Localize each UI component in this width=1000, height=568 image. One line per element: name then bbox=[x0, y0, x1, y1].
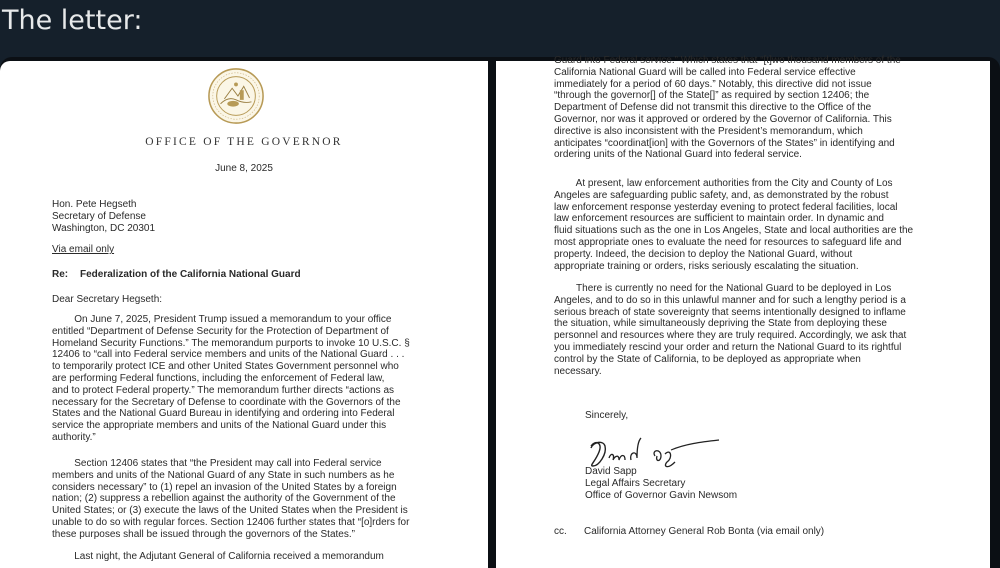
text-line: directive is also inconsistent with the President’s memorandum, which bbox=[554, 125, 863, 137]
text-line: most appropriate ones to evaluate the need for resources to safeguard life and bbox=[554, 236, 902, 248]
text-line: At present, law enforcement authorities from the City and County of Los bbox=[554, 178, 893, 189]
text-line: you immediately rescind your order and return the National Guard to its rightful bbox=[554, 341, 902, 353]
re-label: Re: bbox=[52, 269, 69, 280]
cc-line bbox=[554, 526, 824, 538]
text-line: On June 7, 2025, President Trump issued a memorandum to your office bbox=[52, 314, 392, 325]
text-line: control by the State of California, to be deployed as appropriate when bbox=[554, 353, 861, 365]
letter-page-2 bbox=[496, 55, 990, 568]
cc-recipient: California Attorney General Rob Bonta (via email only) bbox=[584, 526, 825, 537]
text-line: California National Guard will be called into Federal service effective bbox=[554, 66, 856, 78]
text-line: to temporarily protect ICE and other United States Government personnel who bbox=[52, 361, 399, 373]
text-line: unable to do so with regular forces. Section 12406 further states that “[o]rders for bbox=[52, 516, 410, 528]
text-line: 12406 to “call into Federal service members and units of the National Guard . . . bbox=[52, 349, 405, 361]
recipient-address bbox=[52, 199, 155, 234]
text-line: necessary. bbox=[554, 365, 602, 377]
post-text: The letter: bbox=[2, 5, 143, 36]
text-line: necessary for the Secretary of Defense to coordinate with the Governors of the bbox=[52, 396, 401, 408]
text-line: appropriate training or orders, risks seriously escalating the situation. bbox=[554, 260, 859, 272]
text-line: Homeland Security Functions.” The memorandum purports to invoke 10 U.S.C. § bbox=[52, 337, 410, 349]
paragraph-2 bbox=[52, 458, 424, 541]
image-attachment[interactable] bbox=[0, 57, 1000, 568]
text-line: Guard into Federal service.” Which states that “[t]wo thousand members of the bbox=[554, 55, 901, 66]
cc-label: cc. bbox=[554, 526, 567, 537]
text-line: and to protect Federal property.” The memorandum further directs “actions as bbox=[52, 384, 395, 396]
signer-name: David Sapp bbox=[585, 466, 637, 477]
text-line: “through the governor[] of the State[]” as required by section 12406; the bbox=[554, 90, 870, 102]
office-title: OFFICE OF THE GOVERNOR bbox=[145, 136, 343, 148]
text-line: immediately for a period of 60 days.” Notably, this directive did not issue bbox=[554, 78, 872, 90]
paragraph-1 bbox=[52, 314, 424, 444]
signer-office: Office of Governor Gavin Newsom bbox=[585, 490, 738, 501]
text-line: Governor, nor was it approved or ordered by the Governor of California. This bbox=[554, 113, 892, 125]
address-line: Washington, DC 20301 bbox=[52, 222, 156, 234]
re-subject: Federalization of the California National Guard bbox=[80, 269, 301, 280]
great-seal-icon bbox=[207, 67, 265, 125]
text-line: anticipates “coordinat[ion] with the Governors of the States” in identifying and bbox=[554, 137, 895, 149]
paragraph-3-partial bbox=[52, 551, 424, 563]
text-line: States and the National Guard Bureau in identifying and ordering into Federal bbox=[52, 408, 395, 420]
address-line: Hon. Pete Hegseth bbox=[52, 199, 137, 210]
text-line: law enforcement resources are sufficient to maintain order. In dynamic and bbox=[554, 213, 884, 225]
text-line: personnel and resources where they are truly required. Accordingly, we ask that bbox=[554, 330, 907, 342]
text-line: Angeles are safeguarding public safety, and, as demonstrated by the robust bbox=[554, 189, 889, 201]
salutation: Dear Secretary Hegseth: bbox=[52, 294, 163, 305]
paragraph-continued bbox=[554, 55, 901, 161]
text-line: United States; or (3) execute the laws of the United States when the President is bbox=[52, 505, 408, 517]
text-line: serious breach of state sovereignty that seems intentionally designed to inflame bbox=[554, 306, 906, 318]
text-line: Section 12406 states that “the President may call into Federal service bbox=[52, 458, 382, 469]
text-line: fluid situations such as the one in Los Angeles, State and local authorities are the bbox=[554, 225, 914, 237]
text-line: nation; (2) suppress a rebellion against the authority of the Government of the bbox=[52, 493, 396, 505]
text-line: are performing Federal functions, including the enforcement of Federal law, bbox=[52, 372, 385, 384]
text-line: Angeles, and to do so in this unlawful manner and for such a lengthy period is a bbox=[554, 294, 906, 306]
text-line: property. Indeed, the decision to deploy the National Guard, without bbox=[554, 248, 853, 260]
text-line: the situation, while simultaneously depriving the State from deploying these bbox=[554, 318, 887, 330]
signer-title: Legal Affairs Secretary bbox=[585, 478, 686, 489]
text-line: service the appropriate members and units of the National Guard under this bbox=[52, 420, 387, 432]
text-line: Last night, the Adjutant General of California received a memorandum bbox=[52, 551, 384, 562]
closing: Sincerely, bbox=[585, 410, 629, 421]
delivery-method: Via email only bbox=[52, 244, 115, 255]
text-line: ordering units of the National Guard into federal service. bbox=[554, 149, 802, 161]
subject-line bbox=[52, 269, 301, 281]
text-line: members and units of the National Guard of any State in such numbers as he bbox=[52, 469, 395, 481]
text-line: considers necessary” to (1) repel an invasion of the United States by a foreign bbox=[52, 481, 397, 493]
letter-date: June 8, 2025 bbox=[215, 163, 273, 174]
text-line: law enforcement response yesterday evening to protect federal facilities, local bbox=[554, 201, 898, 213]
paragraph-at-present bbox=[554, 178, 913, 272]
paragraph-no-need bbox=[554, 283, 906, 377]
letter-page-1 bbox=[0, 61, 488, 568]
text-line: There is currently no need for the National Guard to be deployed in Los bbox=[554, 283, 892, 294]
text-line: these purposes shall be issued through the governors of the States.” bbox=[52, 528, 355, 540]
address-line: Secretary of Defense bbox=[52, 210, 146, 222]
text-line: entitled “Department of Defense Security for the Protection of Department of bbox=[52, 325, 389, 337]
text-line: authority.” bbox=[52, 431, 96, 443]
text-line: Department of Defense did not transmit this directive to the Office of the bbox=[554, 102, 872, 114]
